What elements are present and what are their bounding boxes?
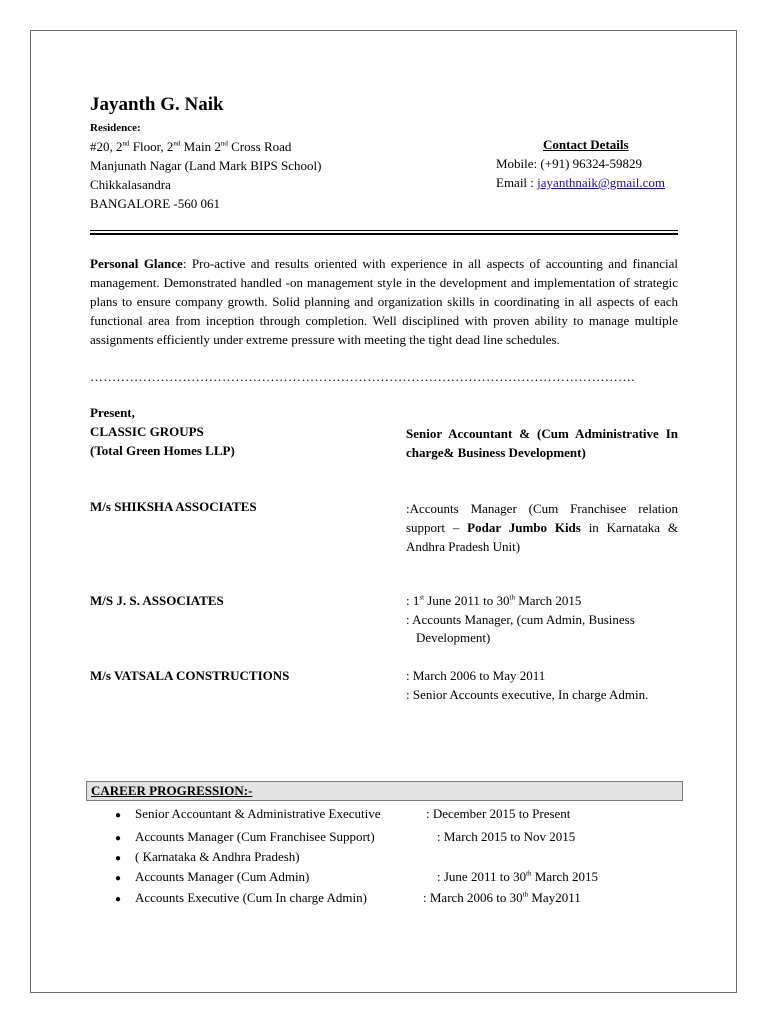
company-name: M/s VATSALA CONSTRUCTIONS xyxy=(90,668,290,683)
role-description: : Senior Accounts executive, In charge Admin. xyxy=(406,687,649,702)
career-item-label: Accounts Manager (Cum Admin) xyxy=(135,869,310,884)
career-item-period: : March 2015 to Nov 2015 xyxy=(437,829,576,844)
bullet-icon: ● xyxy=(115,894,122,905)
present-label: Present, xyxy=(90,405,135,420)
career-item-label: Senior Accountant & Administrative Executive xyxy=(135,806,381,821)
company-subname: (Total Green Homes LLP) xyxy=(90,443,235,458)
candidate-name: Jayanth G. Naik xyxy=(90,94,224,115)
role-description-cont: Development) xyxy=(416,630,491,645)
role-description: Senior Accountant & (Cum Administrative In charge& Business Development) xyxy=(406,426,678,460)
header-divider-top xyxy=(90,230,678,231)
role-description: : Accounts Manager, (cum Admin, Business xyxy=(406,612,635,627)
career-item-label: ( Karnataka & Andhra Pradesh) xyxy=(135,849,300,864)
employment-dates: : March 2006 to May 2011 xyxy=(406,668,546,683)
career-item-period: : December 2015 to Present xyxy=(426,806,571,821)
address-line-3: Chikkalasandra xyxy=(90,177,171,192)
header-divider-bottom xyxy=(90,233,678,235)
company-name: M/S J. S. ASSOCIATES xyxy=(90,593,224,608)
dotted-separator: ……………………………………………………………………………………………………………. xyxy=(90,369,635,384)
company-name: M/s SHIKSHA ASSOCIATES xyxy=(90,499,257,514)
personal-glance-text: : Pro-active and results oriented with experience in all aspects of accounting and financial management. Demonstrated handled -on management style in the development and implementation of strategic plans to ensure company growth. Solid planning and organization skills in coordinating in all aspects of each functional area from inception through completion. Well disciplined with proven ability to manage multiple assignments efficiently under extreme pressure with meeting the tight dead line schedules. xyxy=(90,256,678,347)
employment-dates: : 1st June 2011 to 30th March 2015 xyxy=(406,593,582,608)
bullet-icon: ● xyxy=(115,810,122,821)
residence-label: Residence: xyxy=(90,122,141,134)
bullet-icon: ● xyxy=(115,833,122,844)
career-item-label: Accounts Executive (Cum In charge Admin) xyxy=(135,890,367,905)
bullet-icon: ● xyxy=(115,853,122,864)
personal-glance xyxy=(90,254,678,349)
career-item-period: : March 2006 to 30th May2011 xyxy=(423,890,581,905)
address-line-2: Manjunath Nagar (Land Mark BIPS School) xyxy=(90,158,322,173)
email-label: Email : xyxy=(496,175,538,190)
role-description: :Accounts Manager (Cum Franchisee relation support – Podar Jumbo Kids in Karnataka & Andhra Pradesh Unit) xyxy=(406,501,678,554)
address-line-1: #20, 2nd Floor, 2nd Main 2nd Cross Road xyxy=(90,139,292,154)
company-name: CLASSIC GROUPS xyxy=(90,424,204,439)
contact-details-title: Contact Details xyxy=(543,137,629,152)
contact-mobile: Mobile: (+91) 96324-59829 xyxy=(496,156,642,171)
bullet-icon: ● xyxy=(115,873,122,884)
contact-email-line xyxy=(496,175,665,191)
career-item-label: Accounts Manager (Cum Franchisee Support) xyxy=(135,829,375,844)
career-item-period: : June 2011 to 30th March 2015 xyxy=(437,869,598,884)
email-link[interactable]: jayanthnaik@gmail.com xyxy=(537,175,666,190)
address-line-4: BANGALORE -560 061 xyxy=(90,196,220,211)
career-progression-title: CAREER PROGRESSION:- xyxy=(91,783,253,798)
personal-glance-label: Personal Glance xyxy=(90,256,183,271)
career-progression-header xyxy=(86,781,683,801)
